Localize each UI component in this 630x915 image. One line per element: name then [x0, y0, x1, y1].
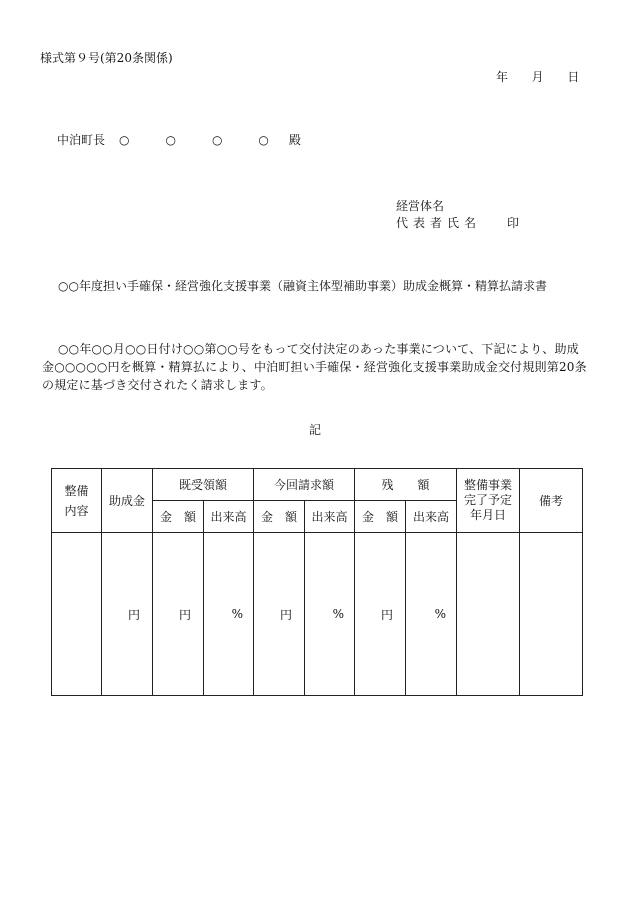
header-zan: 残 額: [355, 469, 457, 501]
cell-seibi-naiyo: [52, 533, 102, 696]
sub-dekidaka-kiju: 出来高: [204, 501, 254, 533]
date-line: [496, 68, 579, 85]
request-table: [51, 468, 583, 696]
header-seibi-naiyo: 整備 内容: [52, 469, 102, 533]
applicant-name-label: 経営体名: [396, 199, 445, 213]
cell-kiju-dekidaka: %: [204, 533, 254, 696]
cell-remarks: [520, 533, 583, 696]
form-number: 様式第９号(第20条関係): [40, 51, 173, 65]
seal-mark: 印: [507, 216, 520, 230]
cell-zan-dekidaka: %: [406, 533, 457, 696]
addressee-name: ○ ○ ○ ○: [119, 133, 281, 147]
header-josei: 助成金: [102, 469, 153, 533]
sub-kingaku-konkai: 金 額: [254, 501, 305, 533]
applicant-representative: [396, 214, 519, 231]
cell-konkai-dekidaka: %: [305, 533, 355, 696]
header-remarks: 備考: [520, 469, 583, 533]
cell-josei: 円: [102, 533, 153, 696]
request-body-text: ○○年○○月○○日付け○○第○○号をもって交付決定のあった事業について、下記により、助成金○○○○○円を概算・精算払により、中泊町担い手確保・経営強化支援事業助成金交付規則第20条の規定に基づき交付されたく請求します。: [42, 342, 587, 392]
date-day: 日: [567, 70, 580, 84]
date-month: 月: [531, 70, 544, 84]
sub-kingaku-kiju: 金 額: [153, 501, 204, 533]
sub-kingaku-zan: 金 額: [355, 501, 406, 533]
addressee-honorific: 殿: [288, 133, 301, 147]
ki-heading: 記: [309, 423, 322, 437]
sub-dekidaka-konkai: 出来高: [305, 501, 355, 533]
header-kiju: 既受領額: [153, 469, 254, 501]
date-year: 年: [496, 70, 509, 84]
addressee-title: 中泊町長: [57, 133, 106, 147]
cell-zan-kingaku: 円: [355, 533, 406, 696]
table-row: [52, 533, 583, 696]
header-completion-date: 整備事業 完了予定 年月日: [457, 469, 520, 533]
document-title: ○○年度担い手確保・経営強化支援事業（融資主体型補助事業）助成金概算・精算払請求書: [58, 279, 547, 293]
addressee: [57, 131, 301, 148]
cell-kiju-kingaku: 円: [153, 533, 204, 696]
header-konkai: 今回請求額: [254, 469, 355, 501]
cell-konkai-kingaku: 円: [254, 533, 305, 696]
cell-completion-date: [457, 533, 520, 696]
representative-label: 代表者氏名: [396, 216, 482, 230]
sub-dekidaka-zan: 出来高: [406, 501, 457, 533]
